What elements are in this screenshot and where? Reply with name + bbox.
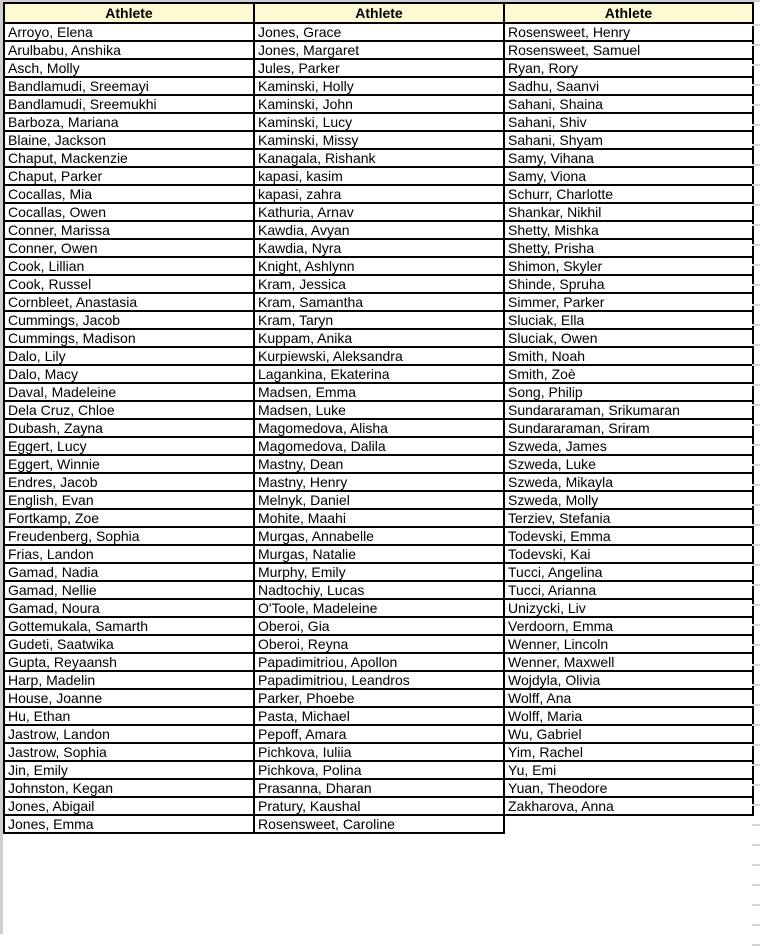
table-row [4, 59, 753, 77]
athlete-name-cell[interactable]: Schurr, Charlotte [504, 185, 753, 203]
athlete-name-cell[interactable]: Gamad, Noura [4, 599, 254, 617]
athlete-name-cell[interactable]: Pratury, Kaushal [254, 797, 504, 815]
gridline [752, 404, 760, 406]
athlete-name-cell[interactable]: Dalo, Lily [4, 347, 254, 365]
athlete-name-cell[interactable]: Arulbabu, Anshika [4, 41, 254, 59]
table-row [4, 203, 753, 221]
athlete-name-cell[interactable]: Dubash, Zayna [4, 419, 254, 437]
athlete-name-cell[interactable]: Wenner, Maxwell [504, 653, 753, 671]
table-row [4, 635, 753, 653]
athlete-name-cell[interactable]: Murphy, Emily [254, 563, 504, 581]
table-row [4, 41, 753, 59]
athlete-name-cell[interactable]: Sluciak, Ella [504, 311, 753, 329]
athlete-name-cell[interactable]: Asch, Molly [4, 59, 254, 77]
athlete-name-cell[interactable]: Conner, Owen [4, 239, 254, 257]
table-row [4, 509, 753, 527]
gridline [752, 584, 760, 586]
athlete-name-cell[interactable]: Magomedova, Alisha [254, 419, 504, 437]
athlete-name-cell[interactable]: Cook, Lillian [4, 257, 254, 275]
athlete-name-cell[interactable]: Jones, Margaret [254, 41, 504, 59]
gridline [752, 784, 760, 786]
table-row [4, 401, 753, 419]
gridline [752, 744, 760, 746]
table-row [4, 167, 753, 185]
gridline [752, 264, 760, 266]
gridline [752, 544, 760, 546]
table-row [4, 383, 753, 401]
table-row [4, 239, 753, 257]
athlete-name-cell[interactable]: Papadimitriou, Apollon [254, 653, 504, 671]
gridline [752, 484, 760, 486]
athlete-name-cell[interactable]: Fortkamp, Zoe [4, 509, 254, 527]
athlete-name-cell[interactable]: Wenner, Lincoln [504, 635, 753, 653]
athlete-name-cell[interactable]: Kuppam, Anika [254, 329, 504, 347]
gridline [752, 904, 760, 906]
athlete-name-cell[interactable]: Kawdia, Avyan [254, 221, 504, 239]
athlete-name-cell[interactable]: Rosensweet, Samuel [504, 41, 753, 59]
athlete-name-cell[interactable]: Rosensweet, Henry [504, 23, 753, 41]
athlete-name-cell[interactable]: Madsen, Emma [254, 383, 504, 401]
athlete-name-cell[interactable]: Knight, Ashlynn [254, 257, 504, 275]
table-row [4, 473, 753, 491]
athlete-name-cell[interactable]: Blaine, Jackson [4, 131, 254, 149]
athlete-name-cell[interactable]: Madsen, Luke [254, 401, 504, 419]
athlete-name-cell[interactable]: Shetty, Prisha [504, 239, 753, 257]
column-header[interactable]: Athlete [4, 3, 254, 23]
athlete-name-cell[interactable]: Murgas, Natalie [254, 545, 504, 563]
athlete-name-cell[interactable]: Kaminski, Holly [254, 77, 504, 95]
athlete-name-cell[interactable]: Melnyk, Daniel [254, 491, 504, 509]
athlete-name-cell[interactable]: Cook, Russel [4, 275, 254, 293]
gridline [752, 64, 760, 66]
athlete-name-cell[interactable]: Sadhu, Saanvi [504, 77, 753, 95]
athlete-name-cell[interactable]: Cummings, Jacob [4, 311, 254, 329]
athlete-name-cell[interactable]: Jastrow, Landon [4, 725, 254, 743]
gridline [752, 844, 760, 846]
athlete-name-cell[interactable]: kapasi, zahra [254, 185, 504, 203]
athlete-name-cell[interactable]: Jastrow, Sophia [4, 743, 254, 761]
table-row [4, 23, 753, 41]
athlete-name-cell[interactable]: Szweda, Luke [504, 455, 753, 473]
table-row [4, 725, 753, 743]
athlete-name-cell[interactable]: Wojdyla, Olivia [504, 671, 753, 689]
athlete-name-cell[interactable]: English, Evan [4, 491, 254, 509]
athlete-name-cell[interactable]: Pichkova, Iuliia [254, 743, 504, 761]
table-row [4, 131, 753, 149]
gridline [752, 304, 760, 306]
gridline [752, 524, 760, 526]
gridline [752, 564, 760, 566]
athlete-name-cell[interactable]: House, Joanne [4, 689, 254, 707]
gridline [752, 804, 760, 806]
gridline [752, 924, 760, 926]
athlete-name-cell[interactable]: Barboza, Mariana [4, 113, 254, 131]
table-row [4, 293, 753, 311]
athlete-name-cell[interactable]: Eggert, Lucy [4, 437, 254, 455]
athlete-name-cell[interactable]: Jones, Grace [254, 23, 504, 41]
athlete-name-cell[interactable]: Gottemukala, Samarth [4, 617, 254, 635]
table-row [4, 545, 753, 563]
athlete-name-cell[interactable]: Wolff, Ana [504, 689, 753, 707]
athlete-name-cell[interactable]: Cummings, Madison [4, 329, 254, 347]
gridline [752, 324, 760, 326]
athlete-name-cell[interactable]: Todevski, Emma [504, 527, 753, 545]
table-row [4, 491, 753, 509]
athlete-name-cell[interactable]: Kram, Samantha [254, 293, 504, 311]
athlete-name-cell[interactable]: Simmer, Parker [504, 293, 753, 311]
table-row [4, 221, 753, 239]
athlete-name-cell[interactable]: Murgas, Annabelle [254, 527, 504, 545]
gridline [752, 384, 760, 386]
athlete-name-cell[interactable]: Sahani, Shyam [504, 131, 753, 149]
athlete-name-cell[interactable]: Cornbleet, Anastasia [4, 293, 254, 311]
athlete-name-cell[interactable]: Shinde, Spruha [504, 275, 753, 293]
table-row [4, 95, 753, 113]
athlete-name-cell[interactable]: Jules, Parker [254, 59, 504, 77]
athlete-name-cell[interactable]: Daval, Madeleine [4, 383, 254, 401]
athlete-name-cell[interactable]: Yim, Rachel [504, 743, 753, 761]
table-row [4, 743, 753, 761]
table-row [4, 617, 753, 635]
athlete-name-cell[interactable]: Johnston, Kegan [4, 779, 254, 797]
table-row [4, 581, 753, 599]
athlete-name-cell[interactable]: Pichkova, Polina [254, 761, 504, 779]
athlete-name-cell[interactable]: Chaput, Mackenzie [4, 149, 254, 167]
athlete-name-cell[interactable]: Kawdia, Nyra [254, 239, 504, 257]
athlete-name-cell[interactable]: Kaminski, Lucy [254, 113, 504, 131]
athlete-name-cell[interactable]: Kaminski, Missy [254, 131, 504, 149]
athlete-name-cell[interactable]: Mastny, Dean [254, 455, 504, 473]
athlete-name-cell[interactable]: Arroyo, Elena [4, 23, 254, 41]
gridline [752, 704, 760, 706]
athlete-name-cell[interactable]: Samy, Vihana [504, 149, 753, 167]
athlete-name-cell[interactable]: Kathuria, Arnav [254, 203, 504, 221]
athlete-name-cell[interactable]: Bandlamudi, Sreemayi [4, 77, 254, 95]
gridline [752, 24, 760, 26]
table-row [4, 599, 753, 617]
gridline [752, 604, 760, 606]
table-row [4, 185, 753, 203]
table-row [4, 707, 753, 725]
athlete-name-cell[interactable]: Samy, Viona [504, 167, 753, 185]
gridline [752, 364, 760, 366]
athlete-name-cell[interactable]: Smith, Noah [504, 347, 753, 365]
athlete-name-cell[interactable]: Jones, Emma [4, 815, 254, 833]
table-row [4, 113, 753, 131]
athlete-name-cell[interactable]: Gudeti, Saatwika [4, 635, 254, 653]
athlete-name-cell[interactable]: Conner, Marissa [4, 221, 254, 239]
athlete-name-cell[interactable]: Kram, Taryn [254, 311, 504, 329]
athlete-name-cell[interactable]: Shetty, Mishka [504, 221, 753, 239]
empty-cell[interactable] [504, 815, 753, 833]
athlete-name-cell[interactable]: Sluciak, Owen [504, 329, 753, 347]
table-row [4, 653, 753, 671]
gridline [752, 644, 760, 646]
athlete-name-cell[interactable]: Tucci, Angelina [504, 563, 753, 581]
gridline [752, 244, 760, 246]
athlete-name-cell[interactable]: Smith, Zoè [504, 365, 753, 383]
athlete-name-cell[interactable]: Wu, Gabriel [504, 725, 753, 743]
athlete-name-cell[interactable]: Pepoff, Amara [254, 725, 504, 743]
table-row [4, 149, 753, 167]
athlete-name-cell[interactable]: Pasta, Michael [254, 707, 504, 725]
athlete-name-cell[interactable]: Cocallas, Mia [4, 185, 254, 203]
gridline [752, 864, 760, 866]
athlete-name-cell[interactable]: Kaminski, John [254, 95, 504, 113]
gridline [752, 284, 760, 286]
gridline [752, 144, 760, 146]
gridline [752, 84, 760, 86]
athlete-name-cell[interactable]: Gupta, Reyaansh [4, 653, 254, 671]
athlete-name-cell[interactable]: Dalo, Macy [4, 365, 254, 383]
column-header[interactable]: Athlete [504, 3, 753, 23]
table-row [4, 257, 753, 275]
athlete-name-cell[interactable]: Endres, Jacob [4, 473, 254, 491]
gridline [752, 184, 760, 186]
athlete-name-cell[interactable]: Shimon, Skyler [504, 257, 753, 275]
athlete-name-cell[interactable]: Harp, Madelin [4, 671, 254, 689]
gridline [752, 44, 760, 46]
header-row [4, 3, 753, 23]
athlete-name-cell[interactable]: Magomedova, Dalila [254, 437, 504, 455]
athlete-name-cell[interactable]: Mohite, Maahi [254, 509, 504, 527]
athlete-name-cell[interactable]: Bandlamudi, Sreemukhi [4, 95, 254, 113]
athlete-name-cell[interactable]: Dela Cruz, Chloe [4, 401, 254, 419]
gridline [752, 164, 760, 166]
table-row [4, 779, 753, 797]
athlete-name-cell[interactable]: Sahani, Shiv [504, 113, 753, 131]
athlete-name-cell[interactable]: Parker, Phoebe [254, 689, 504, 707]
table-row [4, 815, 753, 833]
athlete-name-cell[interactable]: Yuan, Theodore [504, 779, 753, 797]
athlete-name-cell[interactable]: Gamad, Nellie [4, 581, 254, 599]
gridline [752, 444, 760, 446]
table-row [4, 311, 753, 329]
table-row [4, 275, 753, 293]
gridline [752, 724, 760, 726]
table-row [4, 671, 753, 689]
athlete-name-cell[interactable]: Wolff, Maria [504, 707, 753, 725]
gridline [752, 424, 760, 426]
athlete-roster-table [3, 2, 754, 834]
athlete-name-cell[interactable]: Terziev, Stefania [504, 509, 753, 527]
athlete-name-cell[interactable]: Sahani, Shaina [504, 95, 753, 113]
table-row [4, 455, 753, 473]
gridline [752, 684, 760, 686]
column-header[interactable]: Athlete [254, 3, 504, 23]
gridline [752, 344, 760, 346]
athlete-name-cell[interactable]: Prasanna, Dharan [254, 779, 504, 797]
athlete-name-cell[interactable]: Oberoi, Reyna [254, 635, 504, 653]
gridline [752, 824, 760, 826]
table-row [4, 347, 753, 365]
athlete-name-cell[interactable]: Yu, Emi [504, 761, 753, 779]
gridline [752, 204, 760, 206]
table-row [4, 797, 753, 815]
athlete-name-cell[interactable]: Cocallas, Owen [4, 203, 254, 221]
gridline [752, 104, 760, 106]
athlete-name-cell[interactable]: Nadtochiy, Lucas [254, 581, 504, 599]
table-row [4, 365, 753, 383]
athlete-name-cell[interactable]: Tucci, Arianna [504, 581, 753, 599]
table-row [4, 77, 753, 95]
gridline [752, 504, 760, 506]
athlete-name-cell[interactable]: Freudenberg, Sophia [4, 527, 254, 545]
athlete-name-cell[interactable]: Song, Philip [504, 383, 753, 401]
athlete-name-cell[interactable]: Zakharova, Anna [504, 797, 753, 815]
athlete-name-cell[interactable]: Shankar, Nikhil [504, 203, 753, 221]
athlete-name-cell[interactable]: Kanagala, Rishank [254, 149, 504, 167]
gridline [752, 224, 760, 226]
table-row [4, 527, 753, 545]
athlete-name-cell[interactable]: Szweda, Mikayla [504, 473, 753, 491]
athlete-name-cell[interactable]: Oberoi, Gia [254, 617, 504, 635]
athlete-name-cell[interactable]: Jin, Emily [4, 761, 254, 779]
gridline [752, 624, 760, 626]
athlete-name-cell[interactable]: Verdoorn, Emma [504, 617, 753, 635]
athlete-name-cell[interactable]: Ryan, Rory [504, 59, 753, 77]
athlete-name-cell[interactable]: O'Toole, Madeleine [254, 599, 504, 617]
athlete-name-cell[interactable]: Todevski, Kai [504, 545, 753, 563]
table-row [4, 419, 753, 437]
athlete-name-cell[interactable]: Frias, Landon [4, 545, 254, 563]
gridline [752, 464, 760, 466]
table-row [4, 437, 753, 455]
gridline [752, 764, 760, 766]
athlete-name-cell[interactable]: Chaput, Parker [4, 167, 254, 185]
athlete-name-cell[interactable]: Gamad, Nadia [4, 563, 254, 581]
table-row [4, 761, 753, 779]
gridline [752, 884, 760, 886]
gridline [752, 124, 760, 126]
athlete-name-cell[interactable]: Papadimitriou, Leandros [254, 671, 504, 689]
athlete-name-cell[interactable]: Kram, Jessica [254, 275, 504, 293]
gridline [752, 664, 760, 666]
athlete-name-cell[interactable]: Hu, Ethan [4, 707, 254, 725]
athlete-name-cell[interactable]: kapasi, kasim [254, 167, 504, 185]
athlete-name-cell[interactable]: Sundararaman, Srikumaran [504, 401, 753, 419]
athlete-name-cell[interactable]: Rosensweet, Caroline [254, 815, 504, 833]
athlete-name-cell[interactable]: Szweda, Molly [504, 491, 753, 509]
athlete-name-cell[interactable]: Jones, Abigail [4, 797, 254, 815]
athlete-name-cell[interactable]: Sundararaman, Sriram [504, 419, 753, 437]
athlete-name-cell[interactable]: Mastny, Henry [254, 473, 504, 491]
table-row [4, 689, 753, 707]
athlete-name-cell[interactable]: Kurpiewski, Aleksandra [254, 347, 504, 365]
athlete-name-cell[interactable]: Unizycki, Liv [504, 599, 753, 617]
table-row [4, 329, 753, 347]
athlete-name-cell[interactable]: Lagankina, Ekaterina [254, 365, 504, 383]
table-row [4, 563, 753, 581]
athlete-name-cell[interactable]: Szweda, James [504, 437, 753, 455]
athlete-name-cell[interactable]: Eggert, Winnie [4, 455, 254, 473]
